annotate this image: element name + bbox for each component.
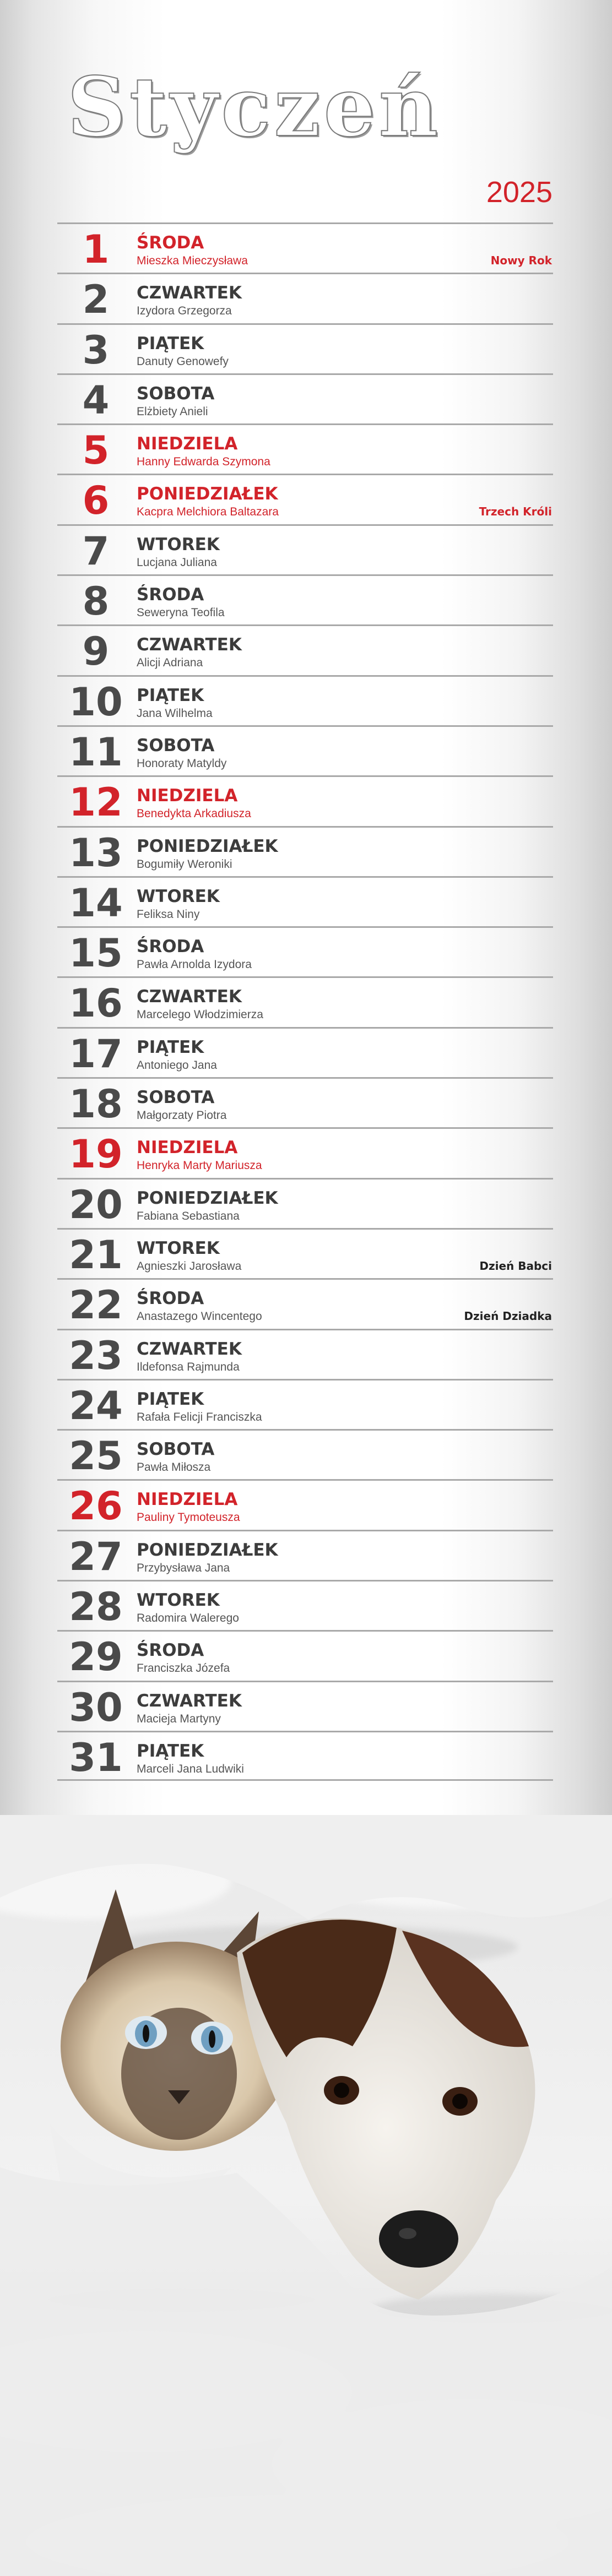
name-day-text: Bogumiły Weroniki xyxy=(137,857,232,871)
name-day-text: Macieja Martyny xyxy=(137,1712,221,1725)
day-row xyxy=(57,1127,553,1177)
name-day-text: Hanny Edwarda Szymona xyxy=(137,455,270,469)
day-number: 7 xyxy=(82,528,110,574)
day-row xyxy=(57,1329,553,1379)
weekday-label: CZWARTEK xyxy=(137,987,242,1007)
weekday-label: CZWARTEK xyxy=(137,283,242,303)
name-day-text: Ildefonsa Rajmunda xyxy=(137,1360,240,1373)
day-row xyxy=(57,1027,553,1077)
weekday-label: WTOREK xyxy=(137,534,220,555)
day-row xyxy=(57,976,553,1026)
day-number: 11 xyxy=(69,729,123,775)
day-row xyxy=(57,323,553,373)
weekday-label: NIEDZIELA xyxy=(137,1490,238,1510)
day-number: 1 xyxy=(82,227,110,272)
day-number: 31 xyxy=(69,1735,123,1780)
weekday-label: PIĄTEK xyxy=(137,1389,204,1409)
day-row xyxy=(57,725,553,775)
day-row xyxy=(57,1530,553,1580)
weekday-label: SOBOTA xyxy=(137,383,215,404)
day-number: 14 xyxy=(69,880,123,926)
weekday-label: ŚRODA xyxy=(137,585,204,605)
day-row xyxy=(57,826,553,876)
day-number: 23 xyxy=(69,1333,123,1378)
day-number: 29 xyxy=(69,1634,123,1680)
name-day-text: Izydora Grzegorza xyxy=(137,305,232,318)
weekday-label: PONIEDZIAŁEK xyxy=(137,1188,278,1208)
month-title: Styczeń xyxy=(67,59,442,155)
weekday-label: NIEDZIELA xyxy=(137,786,238,806)
name-day-text: Marcelego Włodzimierza xyxy=(137,1008,263,1021)
day-row xyxy=(57,1630,553,1680)
name-day-text: Henryka Marty Mariusza xyxy=(137,1159,262,1172)
day-row xyxy=(57,574,553,624)
day-row xyxy=(57,1278,553,1328)
day-row xyxy=(57,1429,553,1479)
day-row xyxy=(57,423,553,474)
weekday-label: PONIEDZIAŁEK xyxy=(137,484,278,504)
day-row xyxy=(57,1479,553,1529)
day-number: 26 xyxy=(69,1483,123,1529)
weekday-label: NIEDZIELA xyxy=(137,434,238,454)
name-day-text: Anastazego Wincentego xyxy=(137,1310,262,1323)
day-number: 3 xyxy=(82,327,110,373)
name-day-text: Pawła Arnolda Izydora xyxy=(137,958,252,971)
day-row xyxy=(57,474,553,524)
day-row xyxy=(57,775,553,825)
day-row xyxy=(57,926,553,976)
day-number: 17 xyxy=(69,1031,123,1077)
name-day-text: Seweryna Teofila xyxy=(137,606,225,619)
weekday-label: SOBOTA xyxy=(137,1439,215,1460)
day-number: 18 xyxy=(69,1082,123,1127)
day-number: 4 xyxy=(82,377,110,423)
name-day-text: Elżbiety Anieli xyxy=(137,405,208,418)
cat-and-dog-photo xyxy=(0,1815,612,2576)
name-day-text: Honoraty Matyldy xyxy=(137,757,227,770)
name-day-text: Lucjana Juliana xyxy=(137,556,217,569)
weekday-label: CZWARTEK xyxy=(137,1339,242,1359)
day-number: 19 xyxy=(69,1132,123,1177)
day-row xyxy=(57,1580,553,1630)
name-day-text: Małgorzaty Piotra xyxy=(137,1109,227,1122)
day-row xyxy=(57,222,553,273)
name-day-text: Radomira Walerego xyxy=(137,1612,239,1625)
weekday-label: ŚRODA xyxy=(137,1289,204,1309)
name-day-text: Przybysława Jana xyxy=(137,1561,230,1574)
day-number: 10 xyxy=(69,679,123,725)
day-number: 5 xyxy=(82,428,110,474)
day-number: 6 xyxy=(82,478,110,524)
weekday-label: PIĄTEK xyxy=(137,1741,204,1761)
day-number: 16 xyxy=(69,981,123,1026)
holiday-label: Dzień Dziadka xyxy=(464,1309,552,1323)
day-row xyxy=(57,273,553,323)
day-row xyxy=(57,1681,553,1731)
weekday-label: PIĄTEK xyxy=(137,1037,204,1057)
name-day-text: Marceli Jana Ludwiki xyxy=(137,1762,244,1775)
day-row xyxy=(57,675,553,725)
weekday-label: PONIEDZIAŁEK xyxy=(137,1540,278,1560)
holiday-label: Trzech Króli xyxy=(479,505,552,519)
day-number: 25 xyxy=(69,1433,123,1479)
name-day-text: Jana Wilhelma xyxy=(137,707,213,720)
weekday-label: PIĄTEK xyxy=(137,333,204,354)
name-day-text: Alicji Adriana xyxy=(137,656,203,670)
name-day-text: Benedykta Arkadiusza xyxy=(137,807,251,820)
day-number: 27 xyxy=(69,1534,123,1579)
day-number: 12 xyxy=(69,780,123,825)
day-number: 22 xyxy=(69,1282,123,1328)
weekday-label: CZWARTEK xyxy=(137,635,242,655)
day-number: 13 xyxy=(69,830,123,876)
weekday-label: SOBOTA xyxy=(137,735,215,756)
name-day-text: Kacpra Melchiora Baltazara xyxy=(137,506,279,519)
weekday-label: WTOREK xyxy=(137,1238,220,1258)
day-row xyxy=(57,876,553,926)
name-day-text: Mieszka Mieczysława xyxy=(137,254,248,267)
calendar-header xyxy=(0,0,612,222)
day-row xyxy=(57,373,553,423)
day-number: 15 xyxy=(69,931,123,976)
weekday-label: CZWARTEK xyxy=(137,1691,242,1711)
day-number: 9 xyxy=(82,629,110,675)
name-day-text: Fabiana Sebastiana xyxy=(137,1209,240,1222)
day-number: 28 xyxy=(69,1584,123,1630)
year-label: 2025 xyxy=(486,176,553,209)
days-list xyxy=(57,222,553,1781)
weekday-label: WTOREK xyxy=(137,886,220,906)
day-number: 8 xyxy=(82,579,110,624)
day-number: 24 xyxy=(69,1383,123,1428)
weekday-label: WTOREK xyxy=(137,1590,220,1611)
name-day-text: Rafała Felicji Franciszka xyxy=(137,1410,262,1423)
weekday-label: ŚRODA xyxy=(137,1640,204,1661)
day-number: 30 xyxy=(69,1684,123,1730)
name-day-text: Feliksa Niny xyxy=(137,907,200,921)
weekday-label: PIĄTEK xyxy=(137,685,204,705)
weekday-label: NIEDZIELA xyxy=(137,1138,238,1158)
day-row xyxy=(57,1077,553,1127)
day-row xyxy=(57,624,553,675)
name-day-text: Danuty Genowefy xyxy=(137,355,229,368)
day-row xyxy=(57,1228,553,1278)
name-day-text: Antoniego Jana xyxy=(137,1058,217,1072)
day-number: 20 xyxy=(69,1182,123,1227)
holiday-label: Dzień Babci xyxy=(479,1259,552,1273)
day-row xyxy=(57,1379,553,1429)
day-row xyxy=(57,1178,553,1228)
name-day-text: Agnieszki Jarosława xyxy=(137,1259,242,1273)
holiday-label: Nowy Rok xyxy=(490,254,552,267)
weekday-label: ŚRODA xyxy=(137,233,204,253)
name-day-text: Pauliny Tymoteusza xyxy=(137,1511,240,1524)
name-day-text: Franciszka Józefa xyxy=(137,1662,230,1675)
weekday-label: ŚRODA xyxy=(137,937,204,957)
day-number: 21 xyxy=(69,1232,123,1278)
day-number: 2 xyxy=(82,277,110,323)
name-day-text: Pawła Miłosza xyxy=(137,1461,211,1474)
weekday-label: PONIEDZIAŁEK xyxy=(137,836,278,856)
day-row xyxy=(57,1731,553,1781)
weekday-label: SOBOTA xyxy=(137,1088,215,1108)
day-row xyxy=(57,524,553,574)
